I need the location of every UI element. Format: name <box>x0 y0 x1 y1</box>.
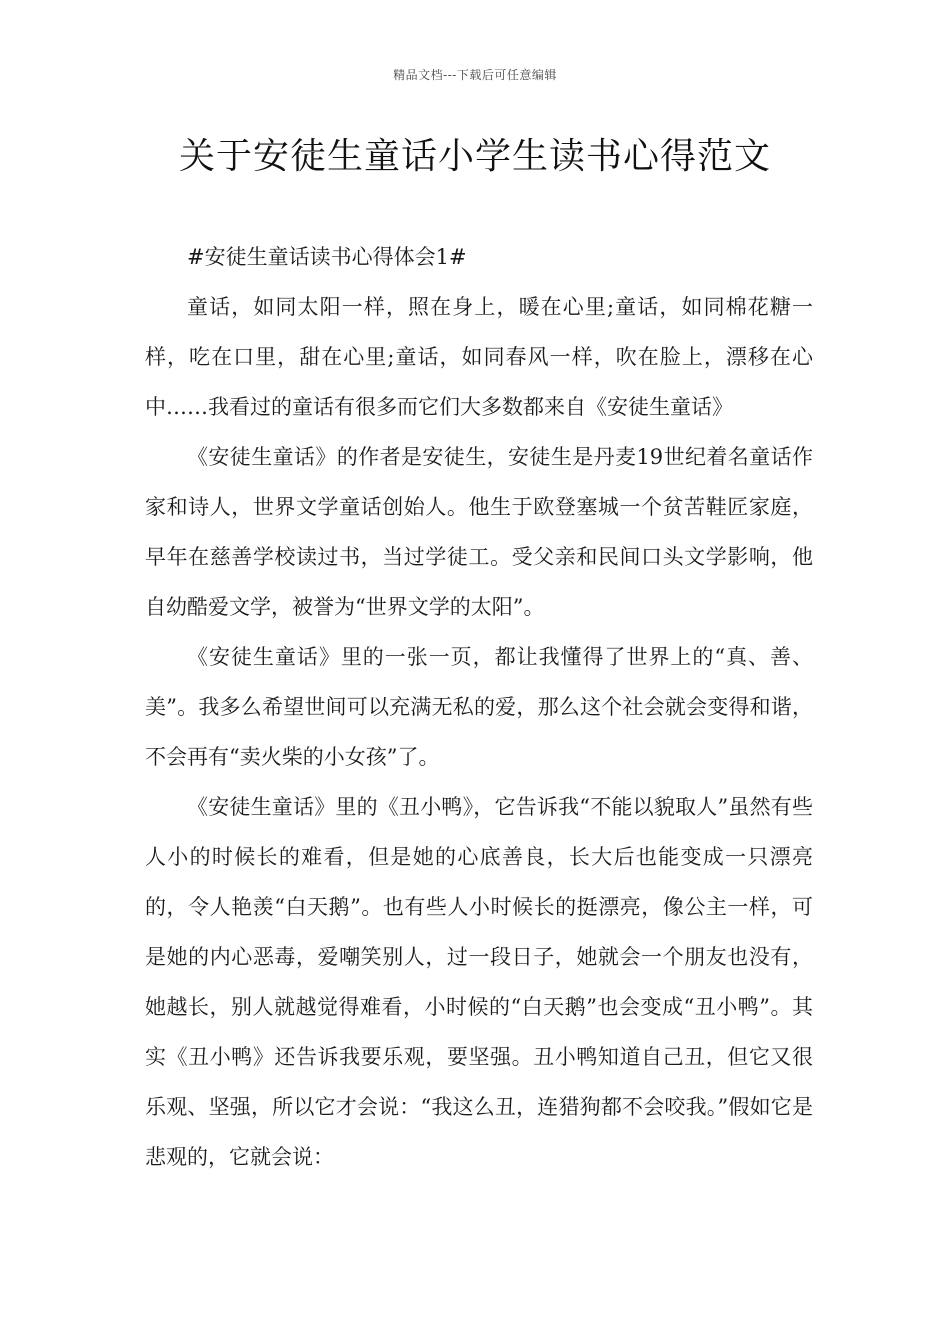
header-note: 精品文档---下载后可任意编辑 <box>393 68 557 82</box>
paragraph: 《安徒生童话》里的一张一页，都让我懂得了世界上的“真、善、美”。我多么希望世间可以充满无私的爱，那么这个社会就会变得和谐，不会再有“卖火柴的小女孩”了。 <box>145 645 813 769</box>
paragraph: 《安徒生童话》里的《丑小鸭》，它告诉我“不能以貌取人”虽然有些人小的时候长的难看，但是她的心底善良，长大后也能变成一只漂亮的，令人艳羡“白天鹅”。也有些人小时候长的挺漂亮，像公主一样，可是她的内心恶毒，爱嘲笑别人，过一段日子，她就会一个朋友也没有，她越长，别人就越觉得难看，小时候的“白天鹅”也会变成“丑小鸭”。其实《丑小鸭》还告诉我要乐观，要坚强。丑小鸭知道自己丑，但它又很乐观、坚强，所以它才会说：“我这么丑，连猎狗都不会咬我。”假如它是悲观的，它就会说： <box>145 795 813 1169</box>
document-body <box>145 232 813 1182</box>
paragraph: 童话，如同太阳一样，照在身上，暖在心里;童话，如同棉花糖一样，吃在口里，甜在心里;童话，如同春风一样，吹在脸上，漂移在心中……我看过的童话有很多而它们大多数都来自《安徒生童话》 <box>145 295 813 419</box>
page-title: 关于安徒生童话小学生读书心得范文 <box>178 136 771 177</box>
section-heading: #安徒生童话读书心得体会1# <box>187 245 467 269</box>
paragraph: 《安徒生童话》的作者是安徒生，安徒生是丹麦19世纪着名童话作家和诗人，世界文学童话创始人。他生于欧登塞城一个贫苦鞋匠家庭，早年在慈善学校读过书，当过学徒工。受父亲和民间口头文学影响，他自幼酷爱文学，被誉为“世界文学的太阳”。 <box>145 445 813 619</box>
